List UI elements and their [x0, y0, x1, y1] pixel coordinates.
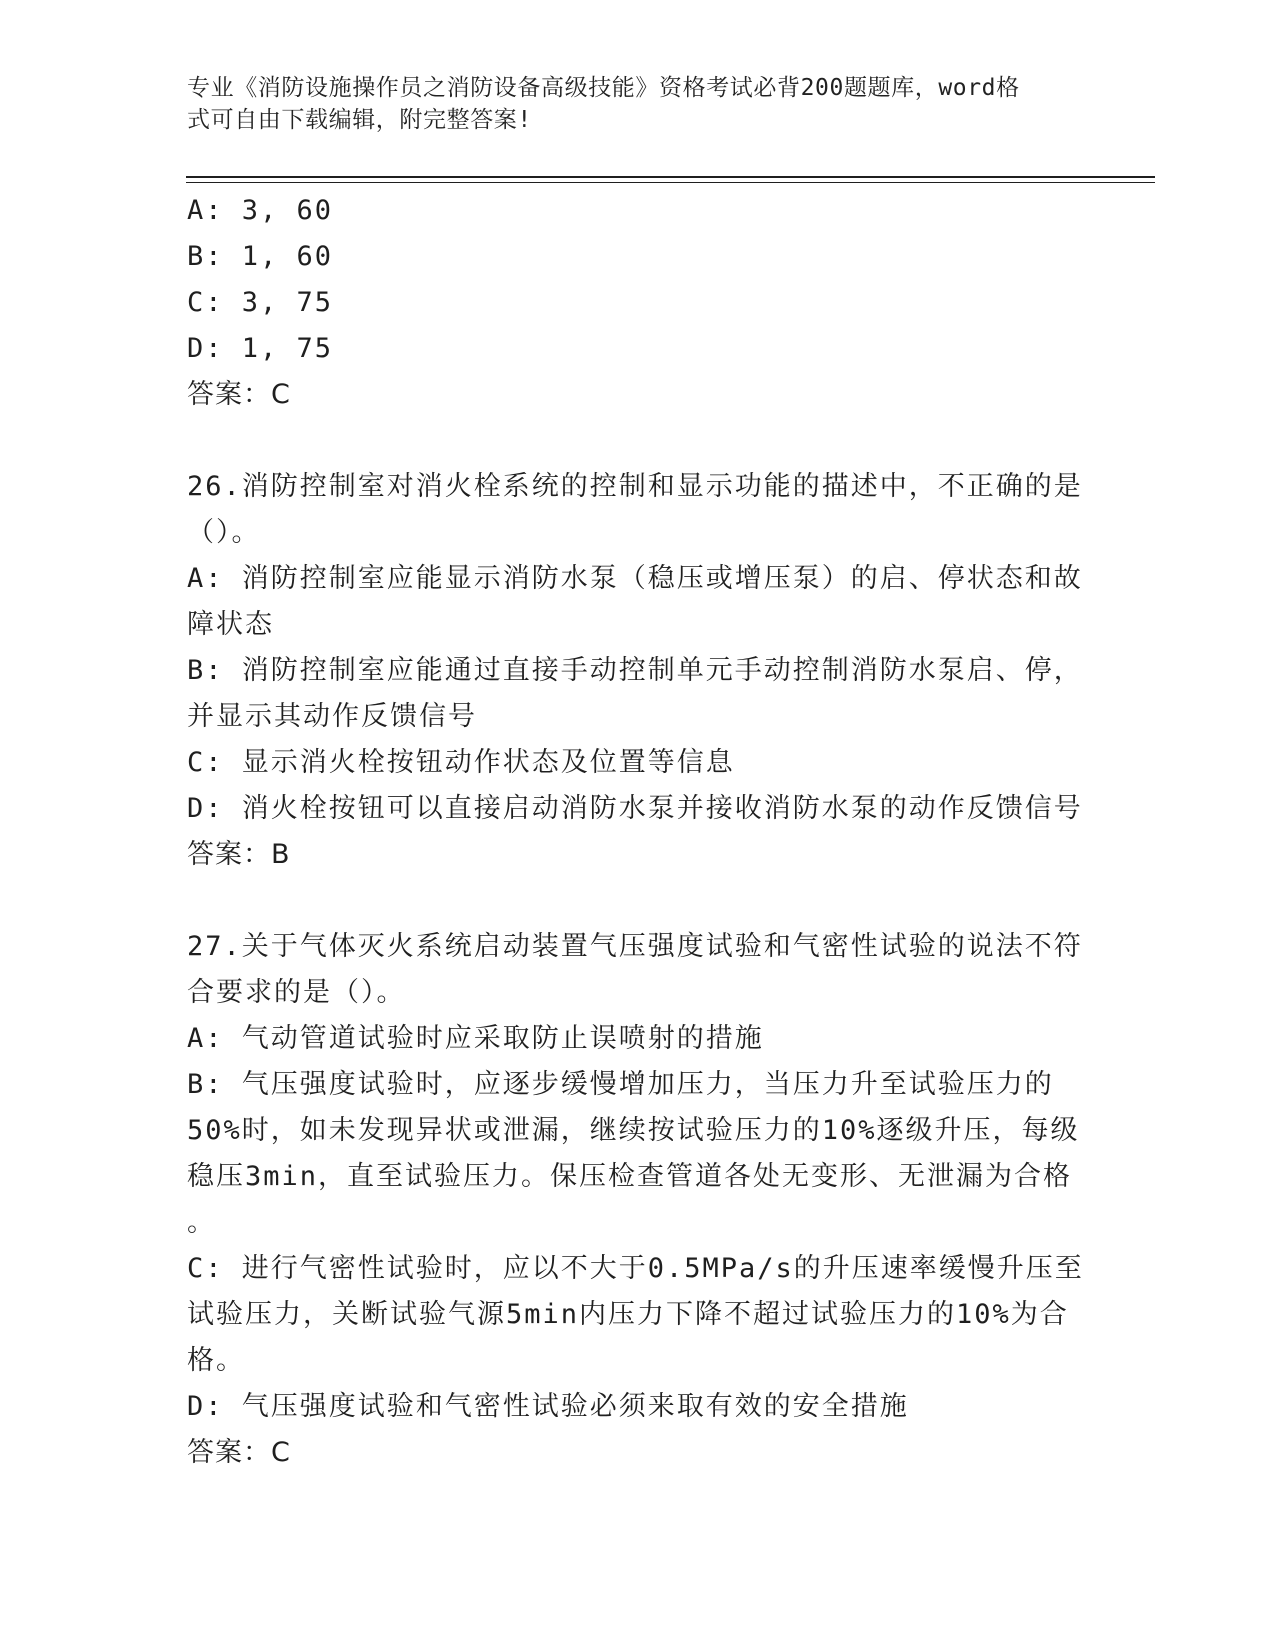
question-26 [187, 464, 1083, 878]
q27-option-b-line-2: 50%时，如未发现异状或泄漏，继续按试验压力的10%逐级升压，每级 [187, 1115, 1080, 1146]
header-divider-thin [186, 182, 1155, 183]
q27-question-line-1: 27.关于气体灭火系统启动装置气压强度试验和气密性试验的说法不符 [187, 931, 1083, 962]
header-line-1: 专业《消防设施操作员之消防设备高级技能》资格考试必背200题题库，word格 [187, 75, 1020, 101]
question-27 [187, 924, 1084, 1476]
q27-option-c-line-2: 试验压力，关断试验气源5min内压力下降不超过试验压力的10%为合 [187, 1299, 1069, 1330]
question-spacer [187, 418, 1077, 464]
q27-option-d: D: 气压强度试验和气密性试验必须来取有效的安全措施 [187, 1391, 909, 1422]
q25-option-b: B: 1, 60 [187, 241, 334, 272]
q25-option-a: A: 3, 60 [187, 195, 334, 226]
q27-option-b-line-1: B: 气压强度试验时，应逐步缓慢增加压力，当压力升至试验压力的 [187, 1069, 1054, 1100]
q25-option-c: C: 3, 75 [187, 287, 334, 318]
q25-answer: 答案：C [187, 379, 291, 410]
question-25-options [187, 188, 1077, 418]
question-content [187, 188, 1084, 1476]
q27-option-c-line-3: 格。 [187, 1345, 245, 1376]
q26-option-a-line-1: A: 消防控制室应能显示消防水泵（稳压或增压泵）的启、停状态和故 [187, 563, 1083, 594]
q27-question-line-2: 合要求的是（）。 [187, 977, 406, 1008]
question-spacer [187, 878, 1077, 924]
q26-question-line-1: 26.消防控制室对消火栓系统的控制和显示功能的描述中，不正确的是 [187, 471, 1083, 502]
q26-option-a-line-2: 障状态 [187, 609, 274, 640]
header-line-2: 式可自由下载编辑，附完整答案! [187, 107, 532, 133]
q26-option-b-line-2: 并显示其动作反馈信号 [187, 701, 477, 732]
q27-option-c-line-1: C: 进行气密性试验时，应以不大于0.5MPa/s的升压速率缓慢升压至 [187, 1253, 1084, 1284]
q25-option-d: D: 1, 75 [187, 333, 334, 364]
q27-answer: 答案：C [187, 1437, 291, 1468]
header-divider-thick [186, 176, 1155, 178]
q26-option-d: D: 消火栓按钮可以直接启动消防水泵并接收消防水泵的动作反馈信号 [187, 793, 1083, 824]
q26-option-b-line-1: B: 消防控制室应能通过直接手动控制单元手动控制消防水泵启、停， [187, 655, 1083, 686]
q27-option-a: A: 气动管道试验时应采取防止误喷射的措施 [187, 1023, 764, 1054]
document-header [187, 72, 1067, 136]
q26-option-c: C: 显示消火栓按钮动作状态及位置等信息 [187, 747, 735, 778]
q27-option-b-line-4: 。 [187, 1207, 216, 1238]
q26-question-line-2: （）。 [187, 517, 261, 548]
q27-option-b-line-3: 稳压3min，直至试验压力。保压检查管道各处无变形、无泄漏为合格 [187, 1161, 1073, 1192]
q26-answer: 答案：B [187, 839, 291, 870]
